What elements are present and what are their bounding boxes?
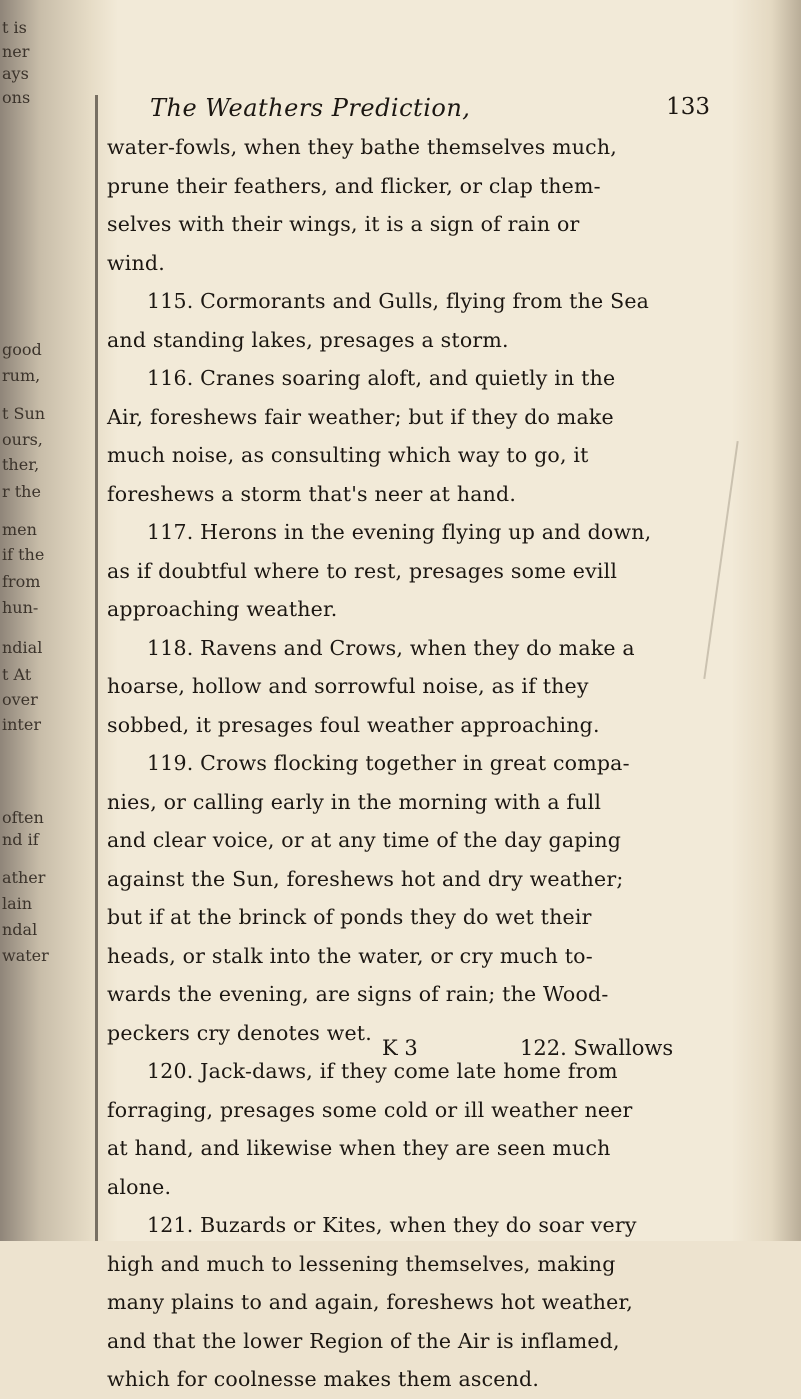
bleed-fragment: ather <box>2 868 46 887</box>
bleed-fragment: good <box>2 340 42 359</box>
text-line: Air, foreshews fair weather; but if they do make <box>107 404 614 429</box>
bleed-fragment: ner <box>2 42 30 61</box>
bleed-fragment: if the <box>2 545 45 564</box>
facing-page-bleed <box>0 0 60 1241</box>
text-line: much noise, as consulting which way to go, it <box>107 443 589 467</box>
text-line: which for coolnesse makes them ascend. <box>107 1367 540 1391</box>
text-line: many plains to and again, foreshews hot weather, <box>107 1290 633 1314</box>
bleed-fragment: r the <box>2 482 41 501</box>
bleed-fragment: men <box>2 520 37 539</box>
text-line: alone. <box>107 1174 172 1199</box>
text-line: 118. Ravens and Crows, when they do make a <box>147 635 635 660</box>
bleed-fragment: ndal <box>2 920 38 939</box>
text-line: 119. Crows flocking together in great compa- <box>147 751 630 775</box>
signature-mark: K 3 <box>382 1036 418 1060</box>
bleed-fragment: ther, <box>2 455 40 474</box>
gutter-fold-line <box>95 95 98 1241</box>
bleed-fragment: over <box>2 690 38 709</box>
text-line: forraging, presages some cold or ill weather neer <box>107 1097 633 1122</box>
bleed-fragment: lain <box>2 894 33 913</box>
text-line: wind. <box>107 250 165 275</box>
text-line: 115. Cormorants and Gulls, flying from the Sea <box>147 289 650 313</box>
page-footer <box>107 1036 707 1074</box>
bleed-fragment: ays <box>2 64 29 83</box>
text-line: prune their feathers, and flicker, or clap them- <box>107 173 601 198</box>
text-line: water-fowls, when they bathe themselves much, <box>107 135 617 159</box>
bleed-fragment: ons <box>2 88 31 107</box>
text-line: and clear voice, or at any time of the day gaping <box>107 828 622 852</box>
page-number: 133 <box>666 94 710 120</box>
text-line: 121. Buzards or Kites, when they do soar very <box>147 1213 637 1237</box>
text-line: high and much to lessening themselves, making <box>107 1251 616 1276</box>
bleed-fragment: inter <box>2 715 41 734</box>
catchword: 122. Swallows <box>520 1036 674 1060</box>
text-line: sobbed, it presages foul weather approaching. <box>107 712 600 737</box>
running-head-title: The Weathers Prediction, <box>150 94 471 122</box>
text-line: 117. Herons in the evening flying up and down, <box>147 520 652 544</box>
bleed-fragment: t At <box>2 665 32 684</box>
text-line: approaching weather. <box>107 597 338 621</box>
bleed-fragment: ndial <box>2 638 43 657</box>
bleed-fragment: rum, <box>2 366 41 385</box>
text-line: 116. Cranes soaring aloft, and quietly in the <box>147 366 616 390</box>
text-line: but if at the brinck of ponds they do wet their <box>107 905 592 929</box>
text-line: selves with their wings, it is a sign of rain or <box>107 212 580 236</box>
running-head <box>150 94 710 128</box>
text-line: against the Sun, foreshews hot and dry weather; <box>107 866 624 891</box>
bleed-fragment: nd if <box>2 830 39 849</box>
text-line: and standing lakes, presages a storm. <box>107 327 509 352</box>
text-line: peckers cry denotes wet. <box>107 1020 372 1045</box>
text-line: 120. Jack-daws, if they come late home from <box>147 1059 618 1083</box>
bleed-fragment: t is <box>2 18 27 37</box>
bleed-fragment: often <box>2 808 44 827</box>
text-line: and that the lower Region of the Air is inflamed, <box>107 1328 620 1353</box>
text-line: nies, or calling early in the morning with a full <box>107 789 602 814</box>
bleed-fragment: ours, <box>2 430 43 449</box>
bleed-fragment: t Sun <box>2 404 46 423</box>
text-line: at hand, and likewise when they are seen much <box>107 1136 611 1160</box>
text-line: foreshews a storm that's neer at hand. <box>107 481 517 506</box>
text-line: wards the evening, are signs of rain; the Wood- <box>107 982 609 1006</box>
bleed-fragment: hun- <box>2 598 39 617</box>
text-line: hoarse, hollow and sorrowful noise, as if they <box>107 674 589 698</box>
right-page-edge <box>731 0 801 1241</box>
bleed-fragment: from <box>2 572 41 591</box>
text-line: as if doubtful where to rest, presages some evill <box>107 558 618 583</box>
bleed-fragment: water <box>2 946 49 965</box>
text-line: heads, or stalk into the water, or cry much to- <box>107 943 593 968</box>
body-text <box>107 128 707 1399</box>
